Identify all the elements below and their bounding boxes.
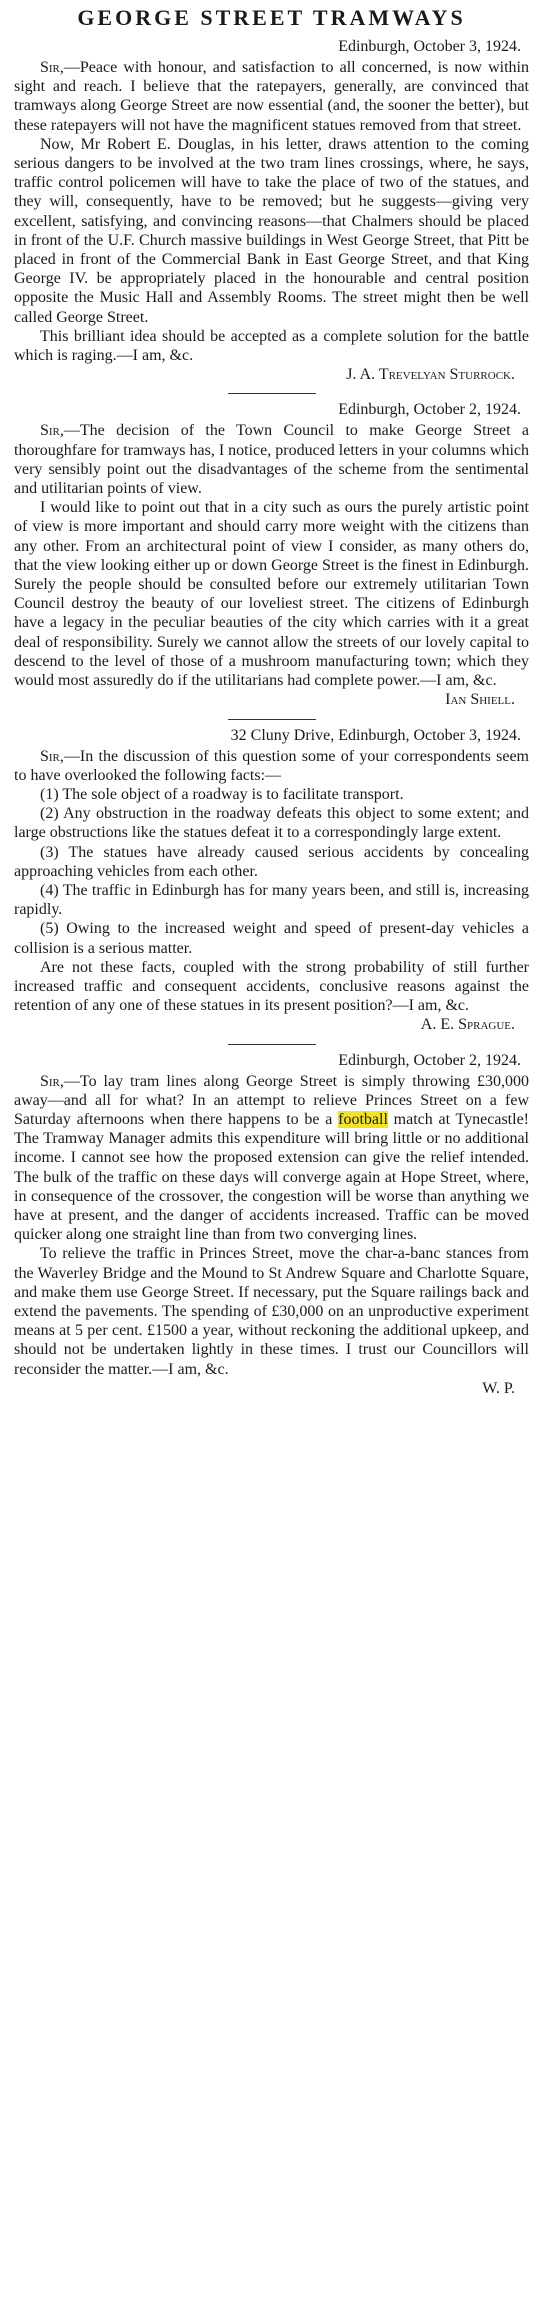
- letter-3-paragraph-1: Sir,—In the discussion of this question some of your correspondents seem to have overlooked the following facts:—: [14, 747, 529, 784]
- letter-1-salutation: Sir,: [40, 59, 64, 76]
- letter-2-paragraph-1: Sir,—The decision of the Town Council to make George Street a thoroughfare for tramways has, I notice, produced letters in your columns which very sensibly point out the disadvantages of the scheme from the sentimental and utilitarian points of view.: [14, 422, 529, 498]
- page-headline: GEORGE STREET TRAMWAYS: [77, 5, 466, 30]
- letter-3-signature: A. E. Sprague.: [420, 1016, 515, 1034]
- letter-3-fact-1: (1) The sole object of a roadway is to facilitate transport.: [40, 785, 404, 803]
- letter-3-fact-4: (4) The traffic in Edinburgh has for many years been, and still is, increasing rapidly.: [14, 881, 529, 919]
- letter-3-signoff: [14, 1015, 529, 1034]
- section-divider: [228, 1044, 316, 1045]
- letter-3-paragraph-closing: Are not these facts, coupled with the strong probability of still further increased traffic and consequent accidents, conclusive reasons against the retention of any one of these statues in its present position?—I am, &c.: [14, 958, 529, 1015]
- letter-1-signature: J. A. Trevelyan Sturrock.: [346, 366, 515, 384]
- letter-1-paragraph-2: Now, Mr Robert E. Douglas, in his letter, draws attention to the coming serious dangers to be involved at the two tram lines crossings, where, he says, traffic control policemen will have to take the place of two of the statues, and they will, consequently, have to be removed; but he suggests—giving very excellent, satisfying, and convincing reasons—that Chalmers should be placed in front of the U.F. Church massive buildings in West George Street, that Pitt be placed in front of the Commercial Bank in East George Street, and that King George IV. be appropriately placed in the honourable and central position opposite the Music Hall and Assembly Rooms. The street might then be well called George Street.: [14, 135, 529, 326]
- letter-4: [14, 1050, 529, 1398]
- letter-3-fact-3: (3) The statues have already caused serious accidents by concealing approaching vehicles from each other.: [14, 843, 529, 880]
- letter-4-salutation: Sir,: [40, 1072, 64, 1090]
- letter-4-signature: W. P.: [482, 1379, 515, 1397]
- highlighted-word: football: [338, 1110, 388, 1128]
- letter-1-paragraph-1: Sir,—Peace with honour, and satisfaction to all concerned, is now within sight and reach. I believe that the ratepayers, generally, are convinced that tramways along George Street are now essential (and, the sooner the better), but these ratepayers will not have the magnificent statues removed from that street.: [14, 59, 529, 134]
- letter-2-salutation: Sir,: [40, 422, 64, 440]
- section-divider: [228, 393, 316, 394]
- letter-1: [14, 36, 529, 384]
- section-divider: [228, 719, 316, 720]
- letter-3-fact-2: (2) Any obstruction in the roadway defeats this object to some extent; and large obstructions like the statues defeat it to a correspondingly large extent.: [14, 805, 529, 842]
- letter-4-paragraph-2: To relieve the traffic in Princes Street, move the char-a-banc stances from the Waverley Bridge and the Mound to St Andrew Square and Charlotte Square, and make them use George Street. If necessary, put the Square railings back and extend the pavements. The spending of £30,000 on an unproductive experiment means at 5 per cent. £1500 a year, without reckoning the additional upkeep, and should not be undertaken lightly in these times. I trust our Councillors will reconsider the matter.—I am, &c.: [14, 1245, 529, 1378]
- letter-2: [14, 399, 529, 709]
- letter-2-dateline: Edinburgh, October 2, 1924.: [338, 401, 521, 419]
- letter-2-paragraph-2: I would like to point out that in a city such as ours the purely artistic point of view is more important and should carry more weight with the citizens than any other. From an architectural point of view I consider, as many others do, that the view looking either up or down George Street is the finest in Edinburgh. Surely the people should be consulted before our extremely utilitarian Town Council destroy the beauty of our loveliest street. The citizens of Edinburgh have a legacy in the peculiar beauties of the city which carries with it a great deal of responsibility. Surely we cannot allow the streets of our lovely capital to descend to the level of those of a mushroom manufacturing town; which they would most assuredly do if the utilitarians had complete power.—I am, &c.: [14, 499, 529, 690]
- letter-3-dateline: 32 Cluny Drive, Edinburgh, October 3, 1924.: [230, 726, 521, 744]
- letter-3: [14, 725, 529, 1035]
- letter-2-signoff: [14, 690, 529, 709]
- letter-1-dateline: Edinburgh, October 3, 1924.: [338, 38, 521, 55]
- letter-1-paragraph-3: This brilliant idea should be accepted as a complete solution for the battle which is raging.—I am, &c.: [14, 327, 529, 365]
- letter-3-fact-5: (5) Owing to the increased weight and speed of present-day vehicles a collision is a serious matter.: [14, 920, 529, 957]
- letter-1-signoff: [14, 365, 529, 384]
- letter-4-paragraph-1: Sir,—To lay tram lines along George Street is simply throwing £30,000 away—and all for what? In an attempt to relieve Princes Street on a few Saturday afternoons when there happens to be a football match at Tynecastle! The Tramway Manager admits this expenditure will bring little or no additional income. I cannot see how the proposed extension can give the relief intended. The bulk of the traffic on these days will converge again at Hope Street, where, in consequence of the crossover, the congestion will be worse than anything we have at present, and the danger of accidents increased. Traffic can be moved quicker along one straight line than from two converging lines.: [14, 1072, 529, 1244]
- letter-3-salutation: Sir,: [40, 747, 64, 765]
- letter-4-dateline: Edinburgh, October 2, 1924.: [338, 1051, 521, 1069]
- letter-4-signoff: [14, 1379, 529, 1398]
- letter-2-signature: Ian Shiell.: [445, 691, 515, 709]
